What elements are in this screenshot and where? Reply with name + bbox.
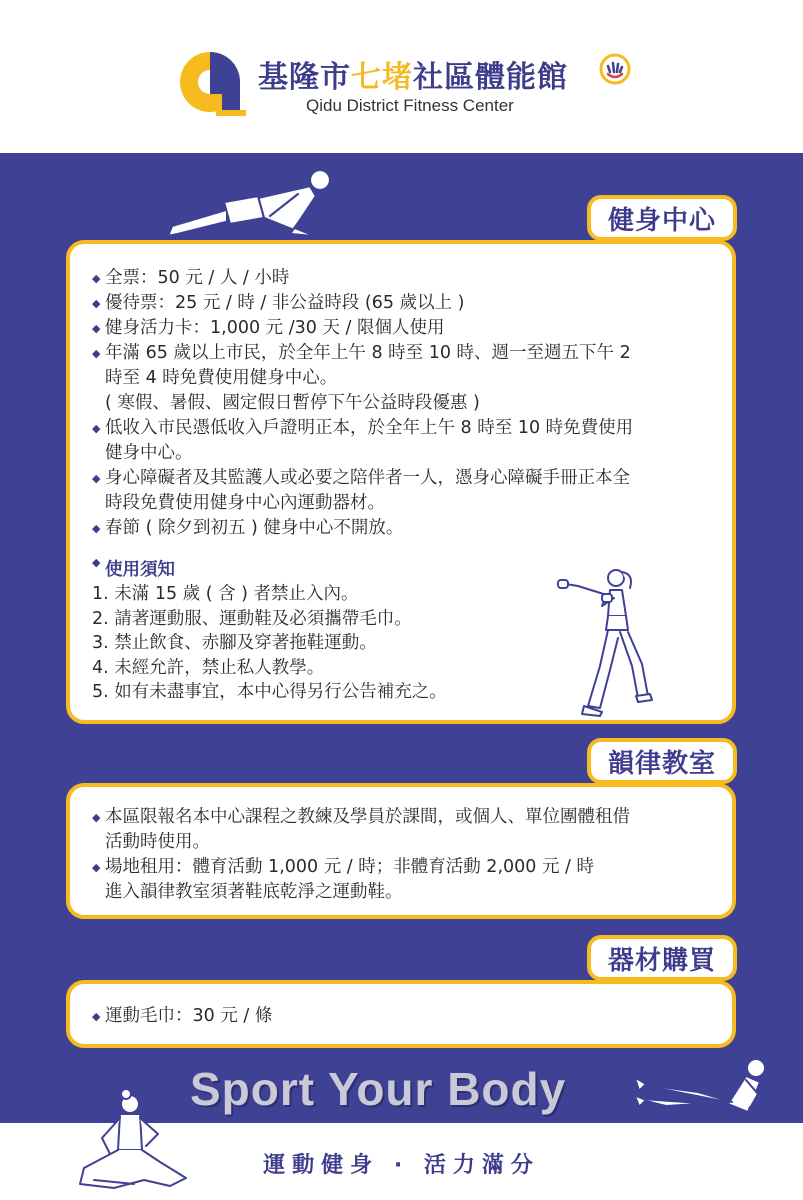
page-subtitle: Qidu District Fitness Center	[306, 96, 514, 115]
list-item: ◆ 年滿 65 歲以上市民，於全年上午 8 時至 10 時、週一至週五下午 2 時至 4 時免費使用健身中心。 ( 寒假、暑假、國定假日暫停下午公益時段優惠 )	[92, 343, 631, 413]
list-item: ◆ 低收入市民憑低收入戶證明正本，於全年上午 8 時至 10 時免費使用 健身中心。	[92, 418, 634, 463]
header	[0, 0, 803, 153]
fitness-fee-list	[92, 266, 633, 541]
fitness-center-logo-icon	[176, 48, 248, 116]
tab-equipment: 器材購買	[587, 935, 737, 981]
fitness-center-card	[66, 240, 736, 724]
equipment-card	[66, 980, 736, 1048]
tab-fitness-center: 健身中心	[587, 195, 737, 241]
stretching-figure-icon	[74, 1088, 194, 1200]
equipment-list	[92, 1004, 272, 1029]
page-title: 基隆市七堵社區體能館	[258, 60, 568, 95]
rhythm-list	[92, 805, 630, 905]
list-item: ◆ 本區限報名本中心課程之教練及學員於課間，或個人、單位團體租借 活動時使用。	[92, 807, 630, 852]
notice-list	[92, 582, 447, 705]
slogan: Sport Your Body	[190, 1063, 567, 1115]
notice-title: ◆ 使用須知	[92, 556, 175, 580]
notice-item: 1. 未滿 15 歲 ( 含 ) 者禁止入內。	[92, 584, 359, 604]
list-item: ◆ 運動毛巾：30 元 / 條	[92, 1006, 273, 1026]
rhythm-classroom-card	[66, 783, 736, 919]
list-item: ◆ 全票：50 元 / 人 / 小時	[92, 268, 290, 288]
notice-item: 3. 禁止飲食、赤腳及穿著拖鞋運動。	[92, 633, 377, 653]
list-item: ◆ 健身活力卡：1,000 元 /30 天 / 限個人使用	[92, 318, 445, 338]
notice-item: 5. 如有未盡事宜，本中心得另行公告補充之。	[92, 682, 447, 702]
boxing-figure-icon	[548, 566, 668, 722]
footer-tagline: 運動健身 · 活力滿分	[263, 1153, 540, 1178]
list-item: ◆ 優待票：25 元 / 時 / 非公益時段 (65 歲以上 )	[92, 293, 465, 313]
situp-figure-icon	[628, 1054, 778, 1128]
notice-item: 4. 未經允許，禁止私人教學。	[92, 657, 325, 678]
list-item: ◆ 場地租用：體育活動 1,000 元 / 時；非體育活動 2,000 元 / 時 進入韻律教室須著鞋底乾淨之運動鞋。	[92, 857, 594, 902]
notice-item: 2. 請著運動服、運動鞋及必須攜帶毛巾。	[92, 608, 412, 629]
smile-icon	[598, 52, 632, 86]
list-item: ◆ 春節 ( 除夕到初五 ) 健身中心不開放。	[92, 518, 404, 538]
pushup-figure-icon	[160, 160, 340, 244]
list-item: ◆ 身心障礙者及其監護人或必要之陪伴者一人，憑身心障礙手冊正本全 時段免費使用健身中心內運動器材。	[92, 468, 630, 513]
tab-rhythm-classroom: 韻律教室	[587, 738, 737, 784]
